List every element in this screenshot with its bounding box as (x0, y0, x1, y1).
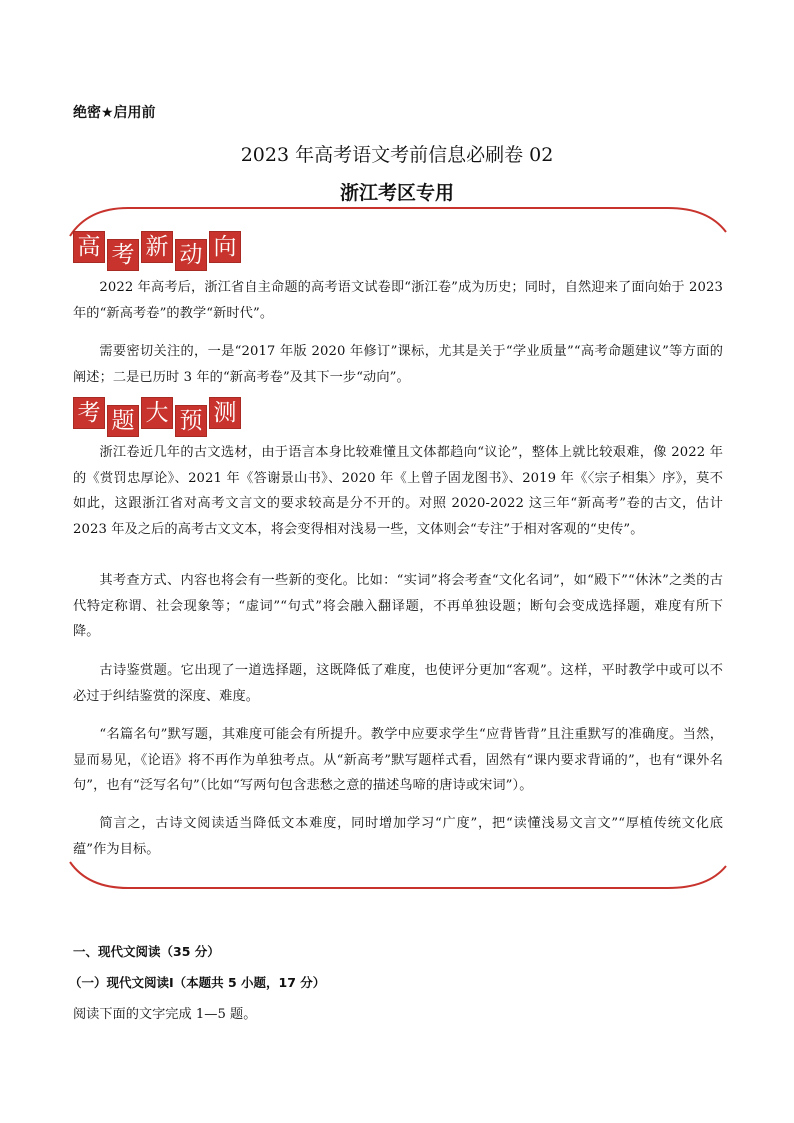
paragraph: 其考查方式、内容也将会有一些新的变化。比如：“实词”将会考查“文化名词”，如“殿下”“休沐”之类的古代特定称谓、社会现象等；“虚词”“句式”将会融入翻译题，不再单独设题；断句会变成选择题，难度有所下降。 (73, 573, 723, 639)
paragraph: 浙江卷近几年的古文选材，由于语言本身比较难懂且文体都趋向“议论”，整体上就比较艰难，像 2022 年的《赏罚忠厚论》、2021 年《答谢景山书》、2020 年《上曾子固龙图书》、2019 年《〈宗子相集〉序》，莫不如此，这跟浙江省对高考文言文的要求较高是分不开的。对照 2020-2022 这三年“新高考”卷的古文，估计 2023 年及之后的高考古文文本，将会变得相对浅易一些，文体则会“专注”于相对客观的“史传”。 (73, 445, 723, 537)
tag-char: 向 (209, 231, 241, 263)
paragraph: 2022 年高考后，浙江省自主命题的高考语文试卷即“浙江卷”成为历史；同时，自然迎来了面向始于 2023 年的“新高考卷”的教学“新时代”。 (73, 280, 723, 321)
tag-char: 动 (175, 239, 207, 271)
instruction-text: 阅读下面的文字完成 1—5 题。 (73, 1007, 257, 1022)
tag-char: 题 (107, 405, 139, 437)
tag-char: 预 (175, 405, 207, 437)
tag-char: 高 (73, 231, 105, 263)
tag-char: 大 (141, 397, 173, 429)
trend-tag (73, 231, 241, 271)
section-heading: 一、现代文阅读（35 分） (73, 944, 220, 959)
exam-title: 2023 年高考语文考前信息必刷卷 02 (240, 144, 554, 166)
tag-char: 考 (73, 397, 105, 429)
tag-char: 新 (141, 231, 173, 263)
tag-char: 考 (107, 239, 139, 271)
tag-char: 测 (209, 397, 241, 429)
paragraph: “名篇名句”默写题，其难度可能会有所提升。教学中应要求学生“应背皆背”且注重默写的准确度。当然，显而易见，《论语》将不再作为单独考点。从“新高考”默写题样式看，固然有“课内要求背诵的”，也有“课外名句”，也有“泛写名句”（比如“写两句包含悲愁之意的描述鸟啼的唐诗或宋词”）。 (73, 727, 723, 793)
paragraph: 古诗鉴赏题。它出现了一道选择题，这既降低了难度，也使评分更加“客观”。这样，平时教学中或可以不必过于纠结鉴赏的深度、难度。 (73, 663, 723, 704)
forecast-tag (73, 397, 241, 437)
exam-subtitle: 浙江考区专用 (339, 182, 454, 204)
paragraph: 需要密切关注的，一是“2017 年版 2020 年修订”课标，尤其是关于“学业质量”“高考命题建议”等方面的阐述；二是已历时 3 年的“新高考卷”及其下一步“动向”。 (73, 344, 723, 385)
bottom-arc-divider (68, 858, 728, 890)
confidential-label: 绝密★启用前 (73, 105, 156, 121)
subsection-heading: （一）现代文阅读Ⅰ（本题共 5 小题，17 分） (69, 975, 326, 990)
paragraph: 简言之，古诗文阅读适当降低文本难度，同时增加学习“广度”，把“读懂浅易文言文”“厚植传统文化底蕴”作为目标。 (73, 816, 723, 857)
